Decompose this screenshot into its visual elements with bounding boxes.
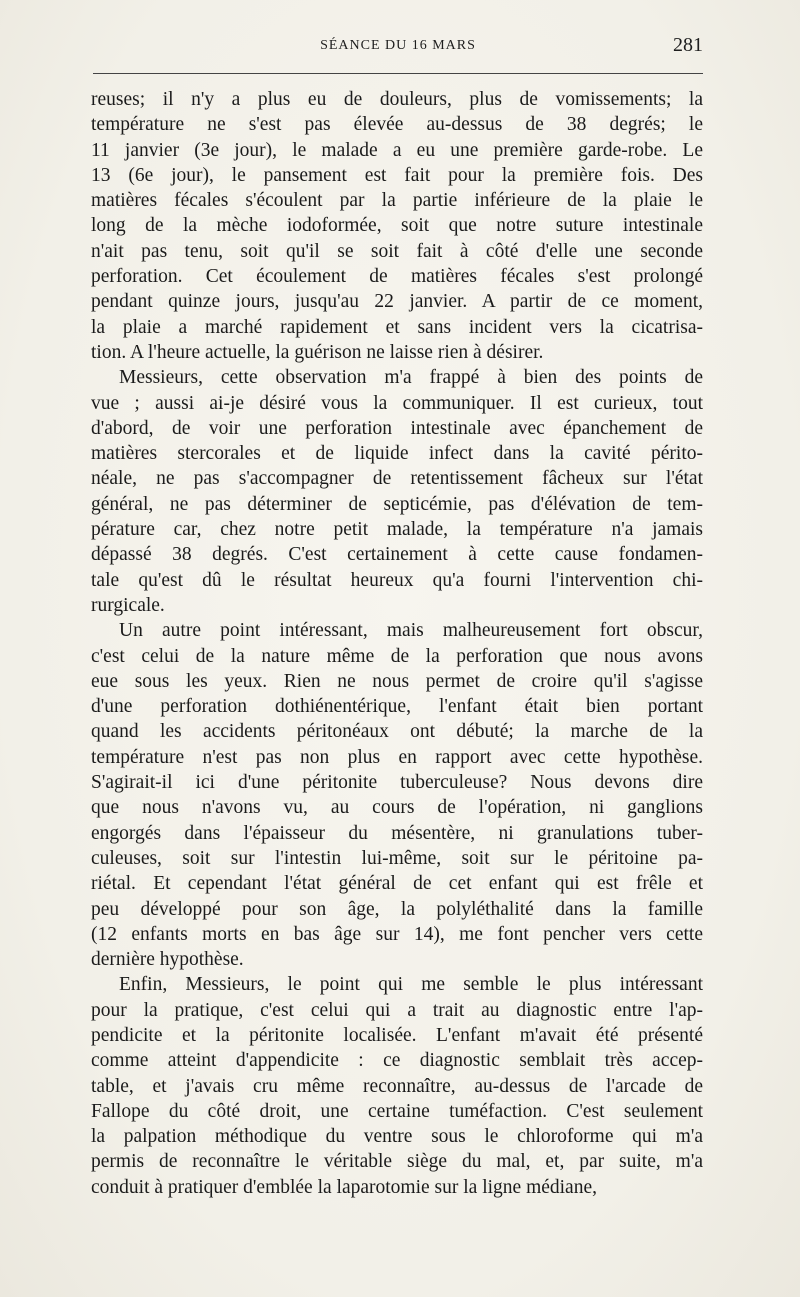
- text-line: pendicite et la péritonite localisée. L'enfant m'avait été présenté: [91, 1024, 703, 1046]
- text-line: comme atteint d'appendicite : ce diagnostic semblait très accep-: [91, 1050, 703, 1072]
- text-line: d'une perforation dothiénentérique, l'enfant était bien portant: [91, 696, 703, 718]
- text-line: eue sous les yeux. Rien ne nous permet de croire qu'il s'agisse: [91, 670, 703, 692]
- text-line: Enfin, Messieurs, le point qui me semble le plus intéressant: [119, 974, 703, 996]
- text-line: matières stercorales et de liquide infect dans la cavité périto-: [91, 443, 703, 465]
- text-line: long de la mèche iodoformée, soit que notre suture intestinale: [91, 215, 703, 237]
- text-line: 13 (6e jour), le pansement est fait pour la première fois. Des: [91, 164, 703, 186]
- text-line: pérature car, chez notre petit malade, la température n'a jamais: [91, 519, 703, 541]
- text-line: matières fécales s'écoulent par la partie inférieure de la plaie le: [91, 190, 703, 212]
- text-line: la plaie a marché rapidement et sans incident vers la cicatrisa-: [91, 316, 703, 338]
- text-line: Fallope du côté droit, une certaine tuméfaction. C'est seulement: [91, 1100, 703, 1122]
- text-line: dernière hypothèse.: [91, 949, 244, 971]
- text-line: température ne s'est pas élevée au-dessus de 38 degrés; le: [91, 114, 703, 136]
- text-line: Un autre point intéressant, mais malheureusement fort obscur,: [119, 620, 703, 642]
- text-line: néale, ne pas s'accompagner de retentissement fâcheux sur l'état: [91, 468, 703, 490]
- text-line: table, et j'avais cru même reconnaître, au-dessus de l'arcade de: [91, 1075, 703, 1097]
- text-line: conduit à pratiquer d'emblée la laparotomie sur la ligne médiane,: [91, 1176, 597, 1198]
- text-line: la palpation méthodique du ventre sous le chloroforme qui m'a: [91, 1126, 703, 1148]
- text-line: S'agirait-il ici d'une péritonite tuberculeuse? Nous devons dire: [91, 772, 703, 794]
- text-line: n'ait pas tenu, soit qu'il se soit fait à côté d'elle une seconde: [91, 240, 703, 262]
- text-line: général, ne pas déterminer de septicémie, pas d'élévation de tem-: [91, 493, 703, 515]
- text-line: riétal. Et cependant l'état général de cet enfant qui est frêle et: [91, 873, 703, 895]
- text-line: d'abord, de voir une perforation intestinale avec épanchement de: [91, 417, 703, 439]
- text-line: pour la pratique, c'est celui qui a trait au diagnostic entre l'ap-: [91, 999, 703, 1021]
- text-line: tale qu'est dû le résultat heureux qu'a fourni l'intervention chi-: [91, 569, 703, 591]
- text-line: engorgés dans l'épaisseur du mésentère, ni granulations tuber-: [91, 822, 703, 844]
- body-text: [91, 87, 703, 1200]
- text-line: reuses; il n'y a plus eu de douleurs, plus de vomissements; la: [91, 89, 703, 110]
- running-header: [93, 34, 703, 64]
- text-line: permis de reconnaître le véritable siège du mal, et, par suite, m'a: [91, 1151, 703, 1173]
- text-line: peu développé pour son âge, la polyléthalité dans la famille: [91, 898, 703, 920]
- text-line: culeuses, soit sur l'intestin lui-même, soit sur le péritoine pa-: [91, 847, 703, 869]
- text-line: température n'est pas non plus en rapport avec cette hypothèse.: [91, 746, 703, 768]
- page-number: 281: [673, 34, 703, 56]
- text-line: rurgicale.: [91, 594, 165, 616]
- text-line: vue ; aussi ai-je désiré vous la communiquer. Il est curieux, tout: [91, 392, 703, 414]
- text-line: dépassé 38 degrés. C'est certainement à cette cause fondamen-: [91, 544, 703, 566]
- text-line: pendant quinze jours, jusqu'au 22 janvier. A partir de ce moment,: [91, 291, 703, 313]
- text-line: (12 enfants morts en bas âge sur 14), me font pencher vers cette: [91, 923, 703, 945]
- header-title: SÉANCE DU 16 MARS: [320, 38, 476, 53]
- text-line: Messieurs, cette observation m'a frappé à bien des points de: [119, 367, 703, 389]
- text-line: tion. A l'heure actuelle, la guérison ne laisse rien à désirer.: [91, 341, 544, 363]
- header-rule: [93, 73, 703, 74]
- text-line: que nous n'avons vu, au cours de l'opération, ni ganglions: [91, 797, 703, 819]
- text-line: c'est celui de la nature même de la perforation que nous avons: [91, 645, 703, 667]
- text-line: perforation. Cet écoulement de matières fécales s'est prolongé: [91, 266, 703, 288]
- text-line: quand les accidents péritonéaux ont débuté; la marche de la: [91, 721, 703, 743]
- text-line: 11 janvier (3e jour), le malade a eu une première garde-robe. Le: [91, 139, 703, 161]
